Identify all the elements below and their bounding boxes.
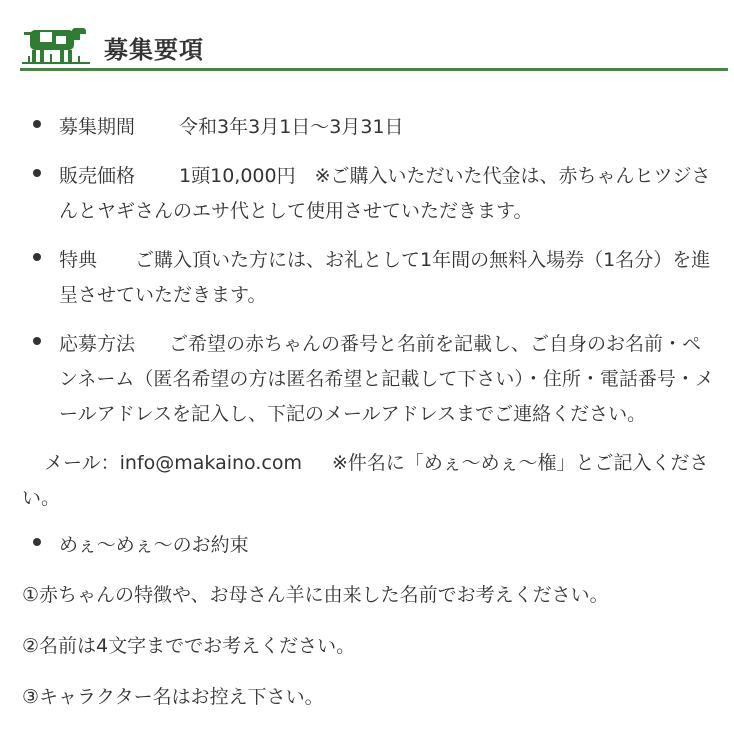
rule-1: ①赤ちゃんの特徴や、お母さん羊に由来した名前でお考えください。	[22, 584, 609, 606]
item-text: 令和3年3月1日〜3月31日	[179, 116, 404, 138]
item-text: ご希望の赤ちゃんの番号と名前を記載し、ご自身のお名前・ペンネーム（匿名希望の方は匿名希望と記載して下さい）・住所・電話番号・メールアドレスを記入し、下記のメールアドレスまでご連絡ください。	[59, 333, 714, 425]
item-label: 販売価格	[59, 165, 136, 187]
bullet-icon	[33, 253, 41, 261]
list-item-promise	[0, 528, 734, 563]
page-title: 募集要項	[104, 36, 204, 64]
mail-address[interactable]: info@makaino.com	[119, 452, 302, 474]
mail-label: メール：	[44, 452, 120, 474]
bullet-icon	[33, 538, 41, 546]
list-item-price	[0, 159, 734, 229]
main-content	[0, 110, 734, 736]
section-header	[20, 22, 728, 71]
bullet-icon	[33, 337, 41, 345]
list-item-period	[0, 110, 734, 145]
item-label: 募集期間	[59, 116, 136, 138]
mail-line	[0, 446, 734, 516]
rule-3: ③キャラクター名はお控え下さい。	[22, 686, 324, 708]
item-label: 特典	[59, 249, 98, 271]
promise-heading: めぇ〜めぇ〜のお約束	[59, 534, 249, 556]
mail-note: ※件名に「めぇ〜めぇ〜権」とご記入ください。	[22, 452, 709, 509]
list-item-benefit	[0, 243, 734, 313]
bullet-icon	[33, 120, 41, 128]
list-item-apply	[0, 327, 734, 432]
item-label: 応募方法	[59, 333, 136, 355]
bullet-icon	[33, 169, 41, 177]
item-text: ご購入頂いた方には、お礼として1年間の無料入場券（1名分）を進呈させていただきます。	[59, 249, 711, 306]
rule-2: ②名前は4文字まででお考えください。	[22, 635, 356, 657]
item-text: 1頭10,000円 ※ご購入いただいた代金は、赤ちゃんヒツジさんとヤギさんのエサ代として使用させていただきます。	[59, 165, 711, 222]
cow-icon	[22, 22, 90, 66]
